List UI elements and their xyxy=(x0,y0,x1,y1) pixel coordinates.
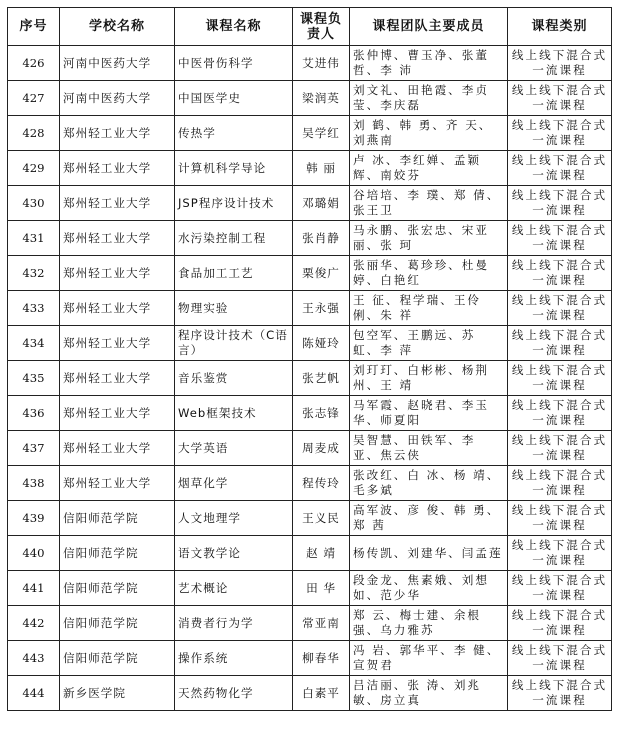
cell-school: 郑州轻工业大学 xyxy=(60,151,175,186)
cell-members: 马永鹏、张宏忠、宋亚丽、张 珂 xyxy=(350,221,508,256)
cell-school: 郑州轻工业大学 xyxy=(60,326,175,361)
cell-school: 信阳师范学院 xyxy=(60,571,175,606)
cell-school: 郑州轻工业大学 xyxy=(60,291,175,326)
cell-school: 郑州轻工业大学 xyxy=(60,361,175,396)
cell-index: 430 xyxy=(8,186,60,221)
cell-type: 线上线下混合式一流课程 xyxy=(508,396,612,431)
table-row xyxy=(8,81,612,116)
cell-school: 郑州轻工业大学 xyxy=(60,221,175,256)
cell-index: 427 xyxy=(8,81,60,116)
cell-members: 郑 云、梅士建、余根强、乌力雅苏 xyxy=(350,606,508,641)
cell-course: 操作系统 xyxy=(175,641,293,676)
table-body xyxy=(8,46,612,711)
cell-leader: 邓璐娟 xyxy=(293,186,350,221)
cell-members: 卢 冰、李红婵、孟颖辉、南姣芬 xyxy=(350,151,508,186)
cell-index: 433 xyxy=(8,291,60,326)
cell-index: 441 xyxy=(8,571,60,606)
cell-type: 线上线下混合式一流课程 xyxy=(508,641,612,676)
cell-course: 食品加工工艺 xyxy=(175,256,293,291)
cell-members: 张仲博、曹玉净、张董哲、李 沛 xyxy=(350,46,508,81)
cell-school: 河南中医药大学 xyxy=(60,81,175,116)
cell-index: 443 xyxy=(8,641,60,676)
header-row xyxy=(8,8,612,46)
table-row xyxy=(8,396,612,431)
table-row xyxy=(8,641,612,676)
table-row xyxy=(8,291,612,326)
cell-index: 436 xyxy=(8,396,60,431)
cell-leader: 艾进伟 xyxy=(293,46,350,81)
cell-members: 刘玎玎、白彬彬、杨荆州、王 靖 xyxy=(350,361,508,396)
cell-type: 线上线下混合式一流课程 xyxy=(508,326,612,361)
table-row xyxy=(8,116,612,151)
cell-leader: 张肖静 xyxy=(293,221,350,256)
table-row xyxy=(8,256,612,291)
cell-members: 王 征、程学瑞、王伶俐、朱 祥 xyxy=(350,291,508,326)
cell-leader: 王永强 xyxy=(293,291,350,326)
course-table xyxy=(7,7,612,711)
cell-course: 艺术概论 xyxy=(175,571,293,606)
table-row xyxy=(8,676,612,711)
cell-type: 线上线下混合式一流课程 xyxy=(508,81,612,116)
cell-school: 郑州轻工业大学 xyxy=(60,256,175,291)
cell-type: 线上线下混合式一流课程 xyxy=(508,571,612,606)
header-course: 课程名称 xyxy=(175,8,293,46)
table-row xyxy=(8,571,612,606)
cell-members: 刘文礼、田艳霞、李贞莹、李庆磊 xyxy=(350,81,508,116)
table-row xyxy=(8,221,612,256)
cell-members: 张改红、白 冰、杨 靖、毛多斌 xyxy=(350,466,508,501)
cell-school: 河南中医药大学 xyxy=(60,46,175,81)
cell-members: 杨传凯、刘建华、闫孟莲 xyxy=(350,536,508,571)
cell-school: 郑州轻工业大学 xyxy=(60,116,175,151)
cell-leader: 程传玲 xyxy=(293,466,350,501)
cell-index: 438 xyxy=(8,466,60,501)
cell-index: 431 xyxy=(8,221,60,256)
cell-members: 段金龙、焦素娥、刘想如、范少华 xyxy=(350,571,508,606)
cell-members: 高军波、彦 俊、韩 勇、郑 茜 xyxy=(350,501,508,536)
cell-index: 437 xyxy=(8,431,60,466)
cell-course: Web框架技术 xyxy=(175,396,293,431)
cell-index: 432 xyxy=(8,256,60,291)
cell-course: 中医骨伤科学 xyxy=(175,46,293,81)
header-school: 学校名称 xyxy=(60,8,175,46)
cell-course: 计算机科学导论 xyxy=(175,151,293,186)
cell-members: 谷培培、李 璞、郑 倩、张王卫 xyxy=(350,186,508,221)
cell-index: 426 xyxy=(8,46,60,81)
cell-type: 线上线下混合式一流课程 xyxy=(508,536,612,571)
table-row xyxy=(8,361,612,396)
cell-leader: 王义民 xyxy=(293,501,350,536)
cell-type: 线上线下混合式一流课程 xyxy=(508,431,612,466)
cell-school: 郑州轻工业大学 xyxy=(60,431,175,466)
cell-type: 线上线下混合式一流课程 xyxy=(508,221,612,256)
table-row xyxy=(8,536,612,571)
table-row xyxy=(8,431,612,466)
cell-index: 439 xyxy=(8,501,60,536)
cell-index: 442 xyxy=(8,606,60,641)
cell-leader: 张艺帆 xyxy=(293,361,350,396)
cell-leader: 栗俊广 xyxy=(293,256,350,291)
header-members: 课程团队主要成员 xyxy=(350,8,508,46)
table-row xyxy=(8,501,612,536)
cell-school: 郑州轻工业大学 xyxy=(60,466,175,501)
cell-leader: 韩 丽 xyxy=(293,151,350,186)
cell-type: 线上线下混合式一流课程 xyxy=(508,466,612,501)
table-row xyxy=(8,186,612,221)
cell-type: 线上线下混合式一流课程 xyxy=(508,186,612,221)
header-index: 序号 xyxy=(8,8,60,46)
cell-type: 线上线下混合式一流课程 xyxy=(508,676,612,711)
cell-leader: 梁润英 xyxy=(293,81,350,116)
cell-leader: 吴学红 xyxy=(293,116,350,151)
cell-index: 435 xyxy=(8,361,60,396)
cell-type: 线上线下混合式一流课程 xyxy=(508,116,612,151)
cell-leader: 柳春华 xyxy=(293,641,350,676)
table-row xyxy=(8,606,612,641)
cell-members: 刘 鹤、韩 勇、齐 天、刘燕南 xyxy=(350,116,508,151)
cell-type: 线上线下混合式一流课程 xyxy=(508,291,612,326)
cell-course: 中国医学史 xyxy=(175,81,293,116)
cell-school: 新乡医学院 xyxy=(60,676,175,711)
header-leader: 课程负责人 xyxy=(293,8,350,46)
cell-school: 信阳师范学院 xyxy=(60,641,175,676)
header-type: 课程类别 xyxy=(508,8,612,46)
table-row xyxy=(8,151,612,186)
cell-leader: 田 华 xyxy=(293,571,350,606)
cell-type: 线上线下混合式一流课程 xyxy=(508,501,612,536)
cell-course: 人文地理学 xyxy=(175,501,293,536)
cell-index: 428 xyxy=(8,116,60,151)
cell-course: 天然药物化学 xyxy=(175,676,293,711)
cell-index: 444 xyxy=(8,676,60,711)
cell-leader: 白素平 xyxy=(293,676,350,711)
cell-course: 物理实验 xyxy=(175,291,293,326)
cell-type: 线上线下混合式一流课程 xyxy=(508,151,612,186)
cell-type: 线上线下混合式一流课程 xyxy=(508,606,612,641)
cell-course: 语文教学论 xyxy=(175,536,293,571)
cell-type: 线上线下混合式一流课程 xyxy=(508,46,612,81)
cell-course: 程序设计技术（C语言） xyxy=(175,326,293,361)
cell-school: 信阳师范学院 xyxy=(60,536,175,571)
cell-leader: 陈娅玲 xyxy=(293,326,350,361)
cell-leader: 赵 靖 xyxy=(293,536,350,571)
cell-school: 郑州轻工业大学 xyxy=(60,186,175,221)
table-row xyxy=(8,46,612,81)
cell-members: 冯 岩、郭华平、李 健、宣贺君 xyxy=(350,641,508,676)
cell-index: 429 xyxy=(8,151,60,186)
cell-school: 信阳师范学院 xyxy=(60,501,175,536)
table-row xyxy=(8,326,612,361)
cell-members: 张丽华、葛珍珍、杜曼婷、白艳红 xyxy=(350,256,508,291)
cell-course: 水污染控制工程 xyxy=(175,221,293,256)
cell-course: 音乐鉴赏 xyxy=(175,361,293,396)
cell-course: 消费者行为学 xyxy=(175,606,293,641)
cell-course: 传热学 xyxy=(175,116,293,151)
cell-school: 郑州轻工业大学 xyxy=(60,396,175,431)
cell-leader: 常亚南 xyxy=(293,606,350,641)
cell-index: 440 xyxy=(8,536,60,571)
cell-type: 线上线下混合式一流课程 xyxy=(508,256,612,291)
cell-type: 线上线下混合式一流课程 xyxy=(508,361,612,396)
cell-members: 吴智慧、田铁军、李 亚、焦云侠 xyxy=(350,431,508,466)
cell-leader: 张志锋 xyxy=(293,396,350,431)
cell-course: JSP程序设计技术 xyxy=(175,186,293,221)
cell-members: 吕洁丽、张 涛、刘兆敏、房立真 xyxy=(350,676,508,711)
cell-leader: 周麦成 xyxy=(293,431,350,466)
cell-course: 烟草化学 xyxy=(175,466,293,501)
table-row xyxy=(8,466,612,501)
cell-course: 大学英语 xyxy=(175,431,293,466)
cell-school: 信阳师范学院 xyxy=(60,606,175,641)
cell-members: 马军霞、赵晓君、李玉华、师夏阳 xyxy=(350,396,508,431)
cell-members: 包空军、王鹏远、苏 虹、李 萍 xyxy=(350,326,508,361)
cell-index: 434 xyxy=(8,326,60,361)
